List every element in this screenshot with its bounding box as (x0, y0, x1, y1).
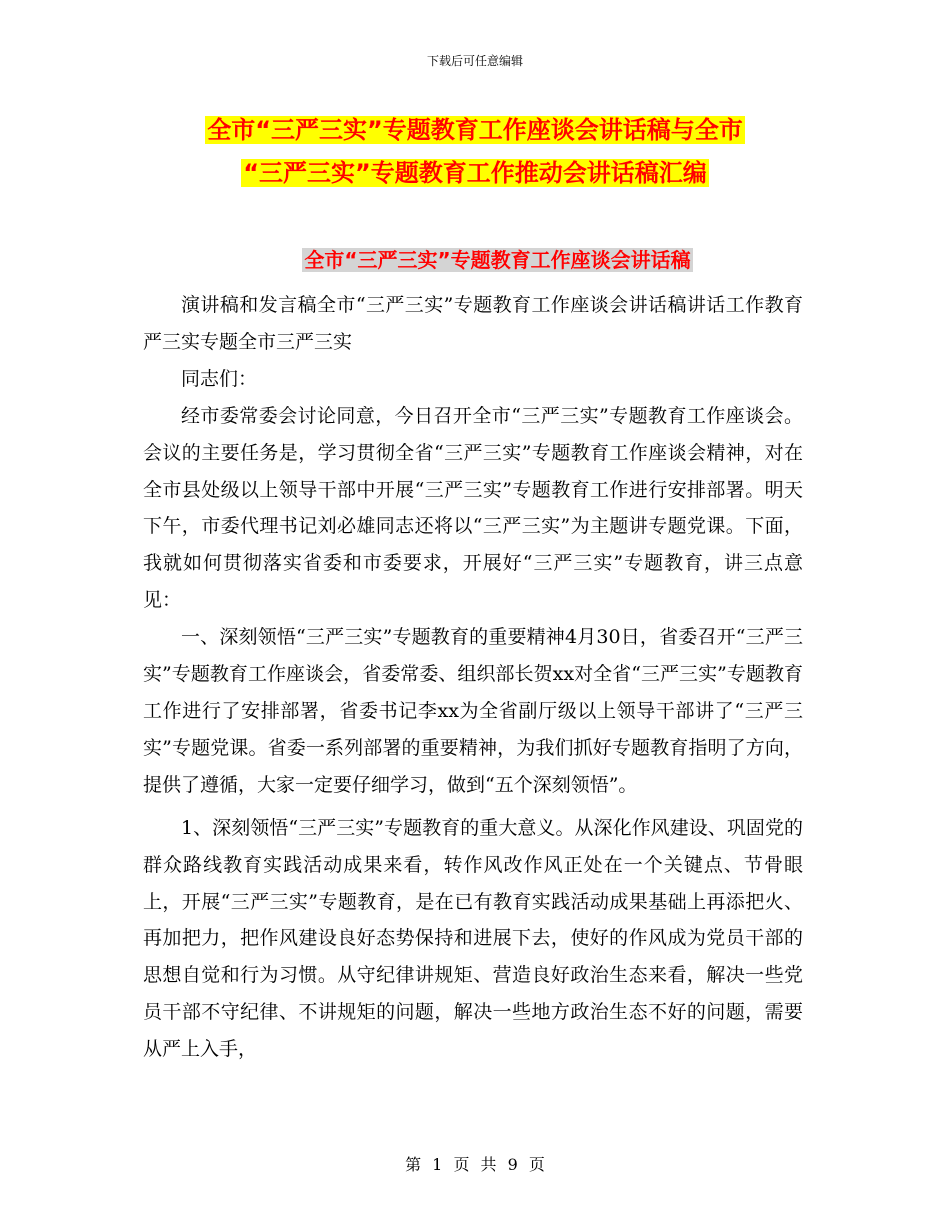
page-header: 下载后可任意编辑 (426, 54, 523, 68)
document-title-line-2-text: “三严三实”专题教育工作推动会讲话稿汇编 (243, 159, 707, 187)
paragraph-keywords: 演讲稿和发言稿全市“三严三实”专题教育工作座谈会讲话稿讲话工作教育严三实专题全市三严三实 (143, 294, 803, 353)
paragraph-intro: 经市委常委会讨论同意，今日召开全市“三严三实”专题教育工作座谈会。会议的主要任务是，学习贯彻全省“三严三实”专题教育工作座谈会精神，对在全市县处级以上领导干部中开展“三严三实”专题教育工作进行安排部署。明天下午，市委代理书记刘必雄同志还将以“三严三实”为主题讲专题党课。下面，我就如何贯彻落实省委和市委要求，开展好“三严三实”专题教育，讲三点意见： (143, 404, 803, 612)
paragraph-salutation: 同志们： (181, 367, 258, 390)
page-footer: 第 1 页 共 9 页 (405, 1155, 545, 1174)
document-title-line-2 (0, 156, 950, 190)
document-title-line-1 (0, 113, 950, 147)
paragraph-point-one-sub-1: 1、深刻领悟“三严三实”专题教育的重大意义。从深化作风建设、巩固党的群众路线教育实践活动成果来看，转作风改作风正处在一个关键点、节骨眼上，开展“三严三实”专题教育，是在已有教育实践活动成果基础上再添把火、再加把力，把作风建设良好态势保持和进展下去，使好的作风成为党员干部的思想自觉和行为习惯。从守纪律讲规矩、营造良好政治生态来看，解决一些党员干部不守纪律、不讲规矩的问题，解决一些地方政治生态不好的问题，需要从严上入手， (143, 816, 803, 1061)
paragraph-point-one: 一、深刻领悟“三严三实”专题教育的重要精神4月30日，省委召开“三严三实”专题教育工作座谈会，省委常委、组织部长贺xx对全省“三严三实”专题教育工作进行了安排部署，省委书记李xx为全省副厅级以上领导干部讲了“三严三实”专题党课。省委一系列部署的重要精神，为我们抓好专题教育指明了方向，提供了遵循，大家一定要仔细学习，做到“五个深刻领悟”。 (143, 626, 803, 796)
document-body (143, 287, 803, 1068)
section-title-text: 全市“三严三实”专题教育工作座谈会讲话稿 (304, 248, 691, 272)
section-title (0, 245, 950, 275)
document-title-line-1-text: 全市“三严三实”专题教育工作座谈会讲话稿与全市 (207, 116, 743, 144)
